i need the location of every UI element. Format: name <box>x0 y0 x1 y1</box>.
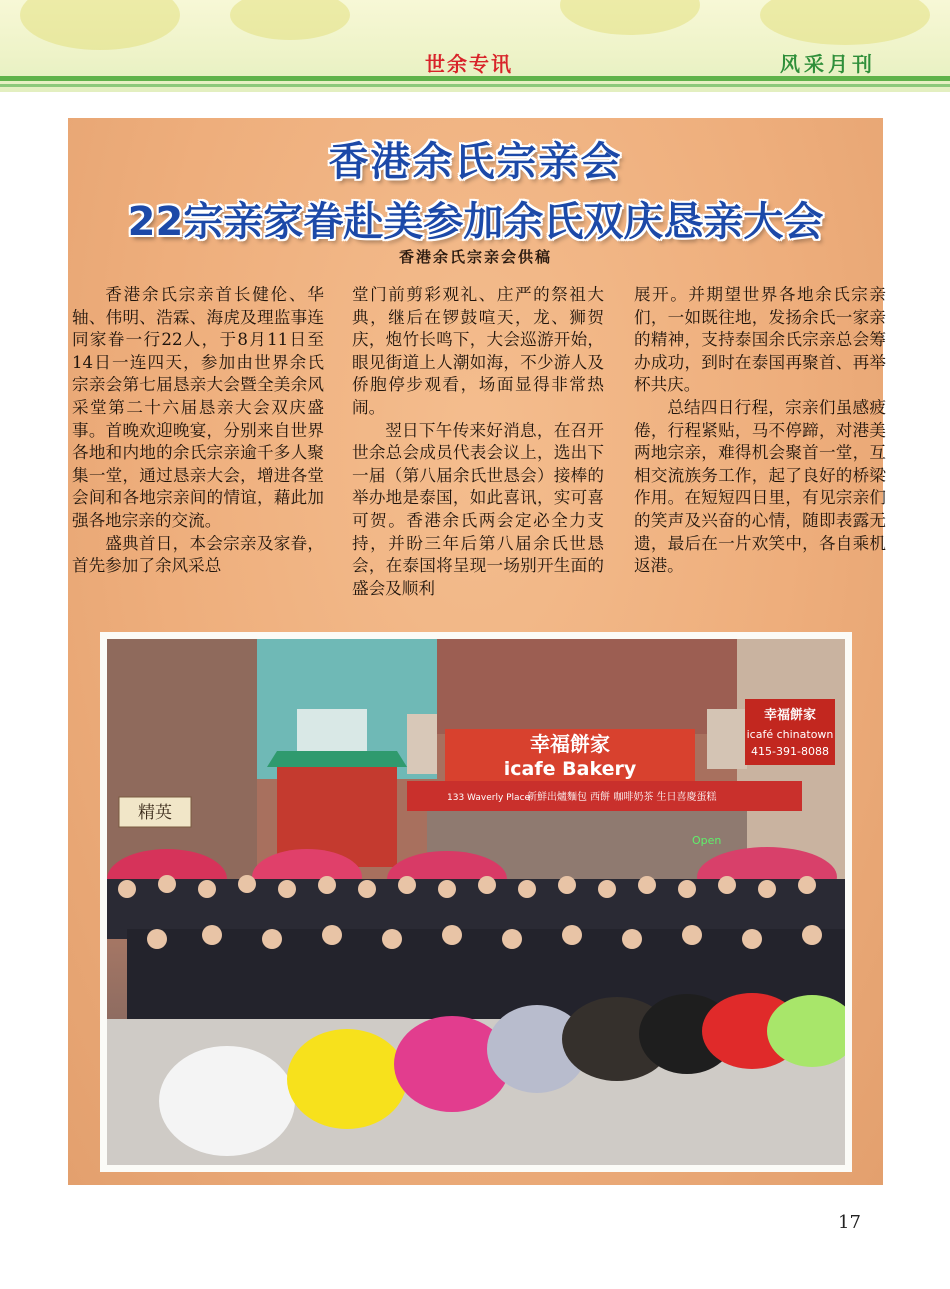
group-photo-illustration <box>107 639 845 1165</box>
header-rule-thin <box>0 84 950 87</box>
side-sign-cn: 幸福餅家 <box>763 708 817 723</box>
awning-address: 133 Waverly Place <box>447 793 531 803</box>
header-rule <box>0 76 950 81</box>
group-photo <box>107 639 845 1165</box>
side-sign-phone: 415-391-8088 <box>751 745 829 758</box>
paragraph: 翌日下午传来好消息，在召开世余总会成员代表会议上，选出下一届（第八届余氏世恳会）接棒的举办地是泰国，如此喜讯，实可喜可贺。香港余氏两会定必全力支持，并盼三年后第八届余氏世恳会，在泰国将呈现一场别开生面的盛会及顺利 <box>352 420 604 598</box>
paragraph: 盛典首日，本会宗亲及家眷，首先参加了余风采总 <box>72 533 324 576</box>
text-column-1 <box>72 284 324 578</box>
text-column-2 <box>352 284 604 600</box>
paragraph: 堂门前剪彩观礼、庄严的祭祖大典，继后在锣鼓喧天，龙、狮贺庆，炮竹长鸣下，大会巡游开始，眼见街道上人潮如海，不少游人及侨胞停步观看，场面显得非常热闹。 <box>352 285 604 417</box>
page-number: 17 <box>838 1212 861 1233</box>
decorative-blossom <box>20 0 180 50</box>
open-sign: Open <box>692 834 722 847</box>
page-header <box>0 0 950 92</box>
side-sign-en: icafé chinatown <box>746 728 834 741</box>
photo-frame <box>100 632 852 1172</box>
decorative-blossom <box>560 0 700 35</box>
decorative-blossom <box>760 0 930 45</box>
bakery-sign-en: icafe Bakery <box>503 758 637 780</box>
left-sign-text: 精英 <box>138 803 172 823</box>
bakery-sign-cn: 幸福餅家 <box>530 732 610 756</box>
article-title: 香港余氏宗亲会 <box>328 139 623 185</box>
section-label: 世余专讯 <box>425 52 513 76</box>
paragraph: 香港余氏宗亲首长健伦、华轴、伟明、浩霖、海虎及理监事连同家眷一行22人，于8月11日至14日一连四天，参加由世界余氏宗亲会第七届恳亲大会暨全美余风采堂第二十六届恳亲大会双庆盛事。首晚欢迎晚宴，分别来自世界各地和内地的余氏宗亲逾千多人聚集一堂，通过恳亲大会，增进各堂会间和各地宗亲间的情谊，藉此加强各地宗亲的交流。 <box>72 285 324 530</box>
article-subtitle: 22宗亲家眷赴美参加余氏双庆恳亲大会 <box>127 199 824 245</box>
decorative-blossom <box>230 0 350 40</box>
magazine-name: 风采月刊 <box>780 52 876 76</box>
article-source: 香港余氏宗亲会供稿 <box>398 248 552 266</box>
paragraph: 总结四日行程，宗亲们虽感疲倦，行程紧贴，马不停蹄，对港美两地宗亲，难得机会聚首一堂，互相交流族务工作，起了良好的桥梁作用。在短短四日里，有见宗亲们的笑声及兴奋的心情，随即表露无遗，最后在一片欢笑中，各自乘机返港。 <box>634 397 886 576</box>
text-column-3 <box>634 284 886 578</box>
paragraph: 展开。并期望世界各地余氏宗亲们，一如既往地，发扬余氏一家亲的精神，支持泰国余氏宗亲总会筹办成功，到时在泰国再聚首、再举杯共庆。 <box>634 285 886 395</box>
awning-text: 新鮮出爐麵包 西餅 咖啡奶茶 生日喜慶蛋糕 <box>527 792 717 803</box>
